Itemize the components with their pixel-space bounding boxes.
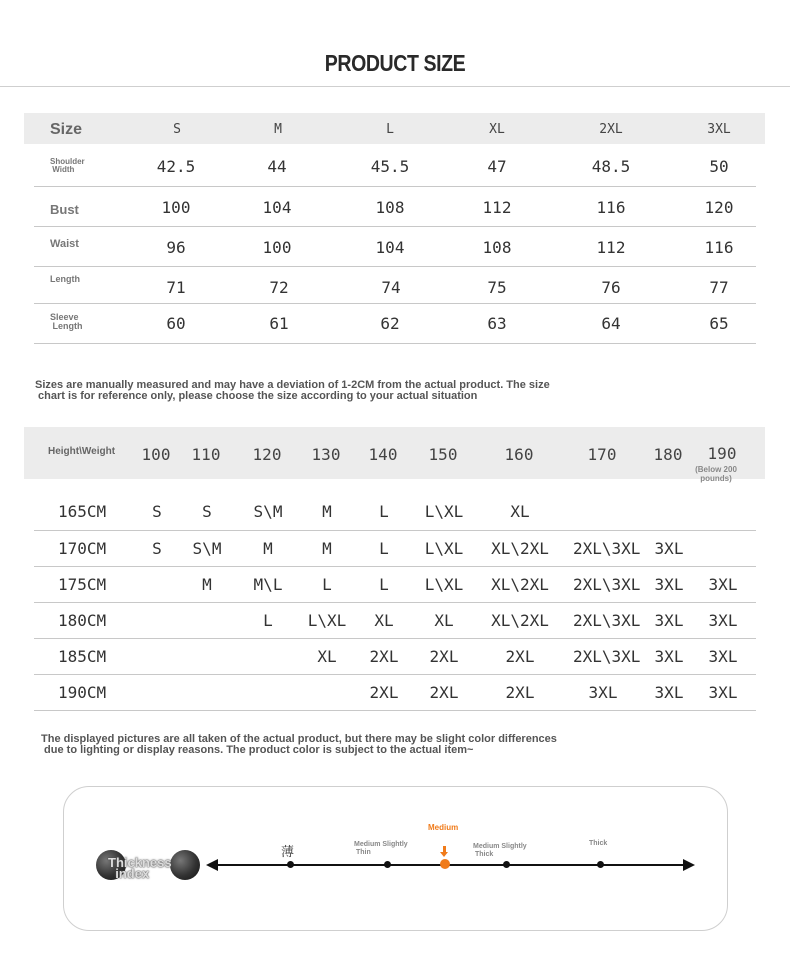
size-recommendation: 2XL\3XL: [573, 575, 641, 594]
size-value: 62: [380, 314, 400, 333]
thickness-ball-right-icon: [170, 850, 200, 880]
table-row: [34, 567, 756, 603]
size-recommendation: M: [322, 502, 332, 521]
size-value: 61: [269, 314, 289, 333]
size-value: 71: [166, 278, 186, 297]
height-label: 175CM: [58, 575, 107, 594]
size-value: 45.5: [370, 157, 410, 176]
height-label: 190CM: [58, 683, 107, 702]
table-row: [34, 531, 756, 567]
arrow-left-icon: [206, 859, 218, 871]
size-col-header: 2XL: [599, 122, 623, 137]
size-recommendation: S\M: [192, 539, 222, 558]
row-label-bust: Bust: [50, 202, 79, 217]
page-title: PRODUCT SIZE: [324, 50, 466, 76]
size-value: 75: [487, 278, 507, 297]
size-recommendation: 2XL\3XL: [573, 539, 641, 558]
scale-label-medium-thick: Medium Slightly Thick: [473, 843, 527, 858]
table-row: [34, 187, 756, 227]
size-value: 44: [267, 157, 287, 176]
size-recommendation: S: [152, 539, 162, 558]
table-row: [34, 227, 756, 267]
size-value: 108: [375, 198, 405, 217]
table-row: [34, 267, 756, 304]
size-value: 112: [596, 238, 626, 257]
size-value: 112: [482, 198, 512, 217]
table-row: [34, 304, 756, 344]
size-recommendation: 3XL: [708, 575, 738, 594]
size-value: 47: [487, 157, 507, 176]
size-recommendation: L\XL: [424, 575, 464, 594]
size-value: 96: [166, 238, 186, 257]
size-recommendation: L: [379, 502, 389, 521]
size-value: 120: [704, 198, 734, 217]
scale-point: [597, 861, 604, 868]
size-recommendation: M: [322, 539, 332, 558]
hw-header-label: Height\Weight: [48, 446, 116, 457]
size-value: 50: [709, 157, 729, 176]
size-recommendation: XL\2XL: [491, 575, 549, 594]
size-recommendation: 2XL\3XL: [573, 647, 641, 666]
size-value: 63: [487, 314, 507, 333]
size-recommendation: L\XL: [424, 502, 464, 521]
size-col-header: XL: [489, 122, 505, 137]
size-recommendation: M: [263, 539, 273, 558]
size-value: 100: [262, 238, 292, 257]
size-value: 104: [375, 238, 405, 257]
size-recommendation: XL: [434, 611, 454, 630]
scale-label-medium-thin: Medium Slightly Thin: [354, 841, 408, 856]
weight-col-header: 130: [311, 445, 341, 464]
hw-table-body: [34, 494, 756, 711]
size-recommendation: 3XL: [654, 683, 684, 702]
size-header-label: Size: [50, 121, 83, 138]
arrow-right-icon: [683, 859, 695, 871]
scale-label-thick: Thick: [589, 840, 608, 847]
size-recommendation: L: [379, 575, 389, 594]
size-recommendation: 2XL: [369, 683, 399, 702]
size-recommendation: 3XL: [588, 683, 618, 702]
size-value: 65: [709, 314, 729, 333]
size-recommendation: S\M: [253, 502, 283, 521]
size-value: 77: [709, 278, 729, 297]
size-recommendation: L\XL: [424, 539, 464, 558]
size-value: 48.5: [591, 157, 631, 176]
size-recommendation: 2XL: [429, 683, 459, 702]
table-row: [34, 494, 756, 531]
size-value: 42.5: [156, 157, 196, 176]
color-note: The displayed pictures are all taken of the actual product, but there may be slight color differences due to lighting or display reasons. The product color is subject to the actual item~: [41, 733, 557, 756]
size-value: 104: [262, 198, 292, 217]
size-recommendation: XL\2XL: [491, 539, 549, 558]
scale-point: [503, 861, 510, 868]
weight-col-header: 120: [252, 445, 282, 464]
size-value: 116: [596, 198, 626, 217]
size-recommendation: 2XL: [369, 647, 399, 666]
height-label: 185CM: [58, 647, 107, 666]
thickness-scale-line: [212, 864, 688, 866]
size-recommendation: 2XL: [505, 647, 535, 666]
size-table: [24, 113, 765, 344]
row-label-waist: Waist: [50, 238, 79, 250]
size-recommendation: 2XL: [429, 647, 459, 666]
title-divider: [0, 86, 790, 87]
height-label: 170CM: [58, 539, 107, 558]
size-value: 108: [482, 238, 512, 257]
arrow-down-head-icon: [440, 852, 448, 857]
weight-col-header: 140: [368, 445, 398, 464]
size-value: 76: [601, 278, 621, 297]
table-row: [34, 603, 756, 639]
size-recommendation: M: [202, 575, 212, 594]
size-recommendation: XL: [317, 647, 337, 666]
hw-table-header: [24, 427, 765, 483]
weight-col-header: 100: [141, 445, 171, 464]
size-recommendation: L: [322, 575, 332, 594]
table-row: [34, 639, 756, 675]
size-recommendation: 3XL: [708, 611, 738, 630]
table-row: [34, 144, 756, 187]
weight-sub-note: (Below 200 pounds): [695, 465, 737, 483]
size-recommendation: S: [152, 502, 162, 521]
weight-col-header: 160: [504, 445, 534, 464]
size-recommendation: 3XL: [654, 611, 684, 630]
weight-col-header: 170: [587, 445, 617, 464]
size-recommendation: S: [202, 502, 212, 521]
size-recommendation: L\XL: [307, 611, 347, 630]
size-recommendation: 3XL: [654, 647, 684, 666]
weight-col-header: 180: [653, 445, 683, 464]
size-value: 64: [601, 314, 621, 333]
row-label-sleeve: Sleeve Length: [50, 312, 83, 331]
table-row: [34, 675, 756, 711]
weight-col-header: 150: [428, 445, 458, 464]
weight-col-header: 110: [191, 445, 221, 464]
size-col-header: S: [173, 122, 181, 137]
scale-label-thin: 薄: [281, 845, 295, 860]
scale-point-selected: [440, 859, 450, 869]
weight-col-header: 190: [707, 444, 737, 463]
size-table-header: [24, 113, 765, 144]
size-recommendation: 2XL: [505, 683, 535, 702]
size-value: 60: [166, 314, 186, 333]
size-value: 116: [704, 238, 734, 257]
size-recommendation: 3XL: [708, 647, 738, 666]
height-label: 165CM: [58, 502, 107, 521]
size-recommendation: XL\2XL: [491, 611, 549, 630]
size-recommendation: M\L: [253, 575, 283, 594]
size-recommendation: 2XL\3XL: [573, 611, 641, 630]
scale-point: [384, 861, 391, 868]
size-col-header: 3XL: [707, 122, 731, 137]
height-label: 180CM: [58, 611, 107, 630]
size-recommendation: L: [379, 539, 389, 558]
thickness-index-title: Thickness index: [108, 855, 172, 881]
scale-point: [287, 861, 294, 868]
size-recommendation: 3XL: [708, 683, 738, 702]
size-recommendation: 3XL: [654, 539, 684, 558]
size-recommendation: L: [263, 611, 273, 630]
size-value: 100: [161, 198, 191, 217]
row-label-length: Length: [50, 274, 80, 284]
size-recommendation: XL: [374, 611, 394, 630]
size-col-header: M: [274, 122, 282, 137]
size-recommendation: 3XL: [654, 575, 684, 594]
row-label-shoulder: Shoulder Width: [50, 157, 85, 174]
size-recommendation: XL: [510, 502, 530, 521]
scale-label-medium: Medium: [428, 823, 459, 832]
size-value: 74: [381, 278, 401, 297]
size-value: 72: [269, 278, 289, 297]
size-col-header: L: [386, 122, 394, 137]
measurement-note: Sizes are manually measured and may have a deviation of 1-2CM from the actual product. The size chart is for reference only, please choose the size according to your actual situation: [35, 379, 550, 402]
